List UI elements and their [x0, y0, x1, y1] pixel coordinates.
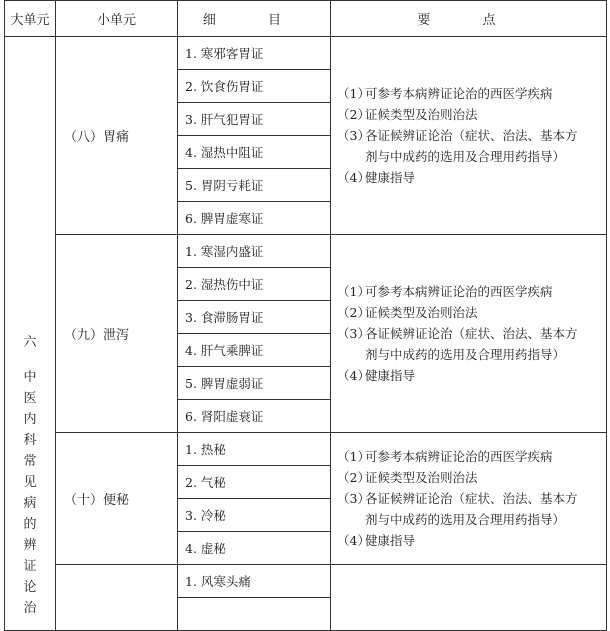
point-text: 健康指导	[365, 533, 416, 548]
detail-cell	[178, 598, 331, 631]
big-unit-char: 证	[23, 559, 37, 574]
detail-cell: 2. 气秘	[178, 466, 331, 499]
point-number: （2）	[337, 305, 370, 320]
point-text: 证候类型及治则治法	[365, 470, 478, 485]
detail-cell: 6. 脾胃虚寒证	[178, 202, 331, 235]
detail-cell: 6. 肾阳虚衰证	[178, 400, 331, 433]
point-number: （1）	[337, 86, 370, 101]
small-unit-cell: （九）泄泻	[56, 235, 178, 433]
point-line	[337, 344, 606, 365]
point-text: 可参考本病辨证论治的西医学疾病	[365, 449, 553, 464]
detail-cell: 5. 脾胃虚弱证	[178, 367, 331, 400]
detail-cell: 3. 食滞肠胃证	[178, 301, 331, 334]
detail-cell: 4. 虚秘	[178, 532, 331, 565]
point-number: （1）	[337, 449, 370, 464]
header-detail: 细 目	[178, 1, 331, 37]
table-row	[5, 37, 607, 70]
detail-cell: 4. 湿热中阻证	[178, 136, 331, 169]
small-unit-cell	[56, 565, 178, 631]
big-unit-cell	[5, 37, 56, 631]
point-line	[337, 509, 606, 530]
point-text: 证候类型及治则治法	[365, 305, 478, 320]
point-number: （3）	[337, 491, 370, 506]
detail-cell: 4. 肝气乘脾证	[178, 334, 331, 367]
big-unit-char: 辨	[23, 538, 37, 553]
header-row	[5, 1, 607, 37]
table-row	[5, 235, 607, 268]
detail-cell: 3. 肝气犯胃证	[178, 103, 331, 136]
big-unit-char: 内	[23, 412, 37, 427]
detail-cell: 5. 胃阴亏耗证	[178, 169, 331, 202]
big-unit-char: 病	[23, 496, 37, 511]
point-text: 剂与中成药的选用及合理用药指导）	[365, 149, 566, 164]
point-text: 剂与中成药的选用及合理用药指导）	[365, 512, 566, 527]
point-line	[337, 146, 606, 167]
small-unit-cell: （八）胃痛	[56, 37, 178, 235]
detail-cell: 3. 冷秘	[178, 499, 331, 532]
header-small-unit: 小单元	[56, 1, 178, 37]
point-text: 健康指导	[365, 368, 416, 383]
big-unit-char: 论	[23, 580, 37, 595]
point-line	[337, 281, 606, 302]
syllabus-table	[4, 0, 607, 631]
big-unit-char: 的	[23, 517, 37, 532]
point-number: （4）	[337, 170, 370, 185]
point-text: 可参考本病辨证论治的西医学疾病	[365, 86, 553, 101]
point-line	[337, 365, 606, 386]
small-unit-cell: （十）便秘	[56, 433, 178, 565]
points-cell	[331, 235, 607, 433]
point-number: （2）	[337, 107, 370, 122]
detail-cell: 2. 饮食伤胃证	[178, 70, 331, 103]
point-text: 健康指导	[365, 170, 416, 185]
big-unit-char: 科	[23, 433, 37, 448]
point-line	[337, 467, 606, 488]
point-line	[337, 83, 606, 104]
point-number: （3）	[337, 128, 370, 143]
detail-cell: 2. 湿热伤中证	[178, 268, 331, 301]
detail-cell: 1. 寒邪客胃证	[178, 37, 331, 70]
big-unit-char: 治	[23, 601, 37, 616]
table-body	[5, 37, 607, 631]
point-number: （3）	[337, 326, 370, 341]
big-unit-char: 见	[23, 475, 37, 490]
point-number: （1）	[337, 284, 370, 299]
point-text: 各证候辨证论治（症状、治法、基本方	[365, 128, 578, 143]
big-unit-char: 中	[23, 370, 37, 385]
detail-cell: 1. 风寒头痛	[178, 565, 331, 598]
point-line	[337, 488, 606, 509]
points-cell	[331, 37, 607, 235]
big-unit-char: 医	[23, 391, 37, 406]
detail-cell: 1. 寒湿内盛证	[178, 235, 331, 268]
table-row	[5, 565, 607, 598]
point-text: 可参考本病辨证论治的西医学疾病	[365, 284, 553, 299]
point-text: 各证候辨证论治（症状、治法、基本方	[365, 326, 578, 341]
point-line	[337, 446, 606, 467]
point-line	[337, 323, 606, 344]
header-points: 要 点	[331, 1, 607, 37]
big-unit-char: 六	[23, 335, 37, 350]
point-line	[337, 104, 606, 125]
points-cell	[331, 565, 607, 631]
header-big-unit: 大单元	[5, 1, 56, 37]
point-text: 各证候辨证论治（症状、治法、基本方	[365, 491, 578, 506]
point-line	[337, 167, 606, 188]
point-number: （4）	[337, 368, 370, 383]
point-number: （4）	[337, 533, 370, 548]
point-number: （2）	[337, 470, 370, 485]
points-cell	[331, 433, 607, 565]
point-line	[337, 530, 606, 551]
point-text: 证候类型及治则治法	[365, 107, 478, 122]
point-text: 剂与中成药的选用及合理用药指导）	[365, 347, 566, 362]
table-row	[5, 433, 607, 466]
point-line	[337, 302, 606, 323]
big-unit-char: 常	[23, 454, 37, 469]
detail-cell: 1. 热秘	[178, 433, 331, 466]
point-line	[337, 125, 606, 146]
